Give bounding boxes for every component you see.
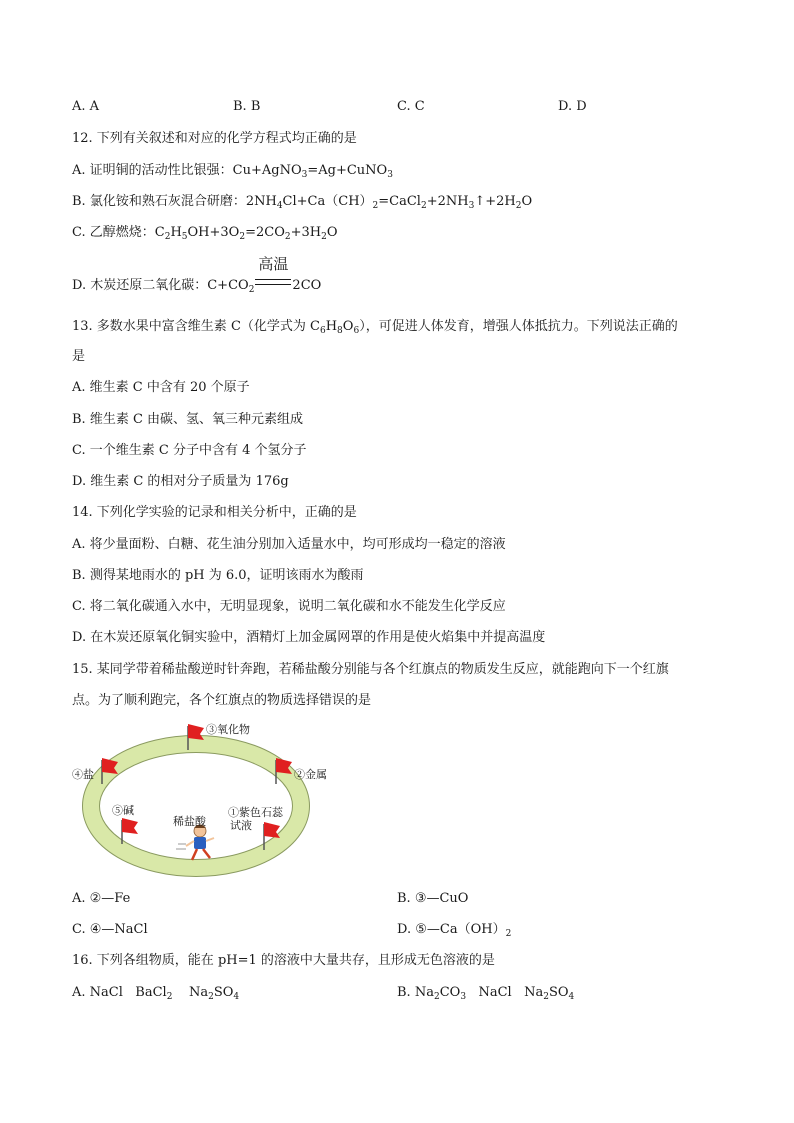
q13-option-a: A. 维生素 C 中含有 20 个原子 bbox=[72, 380, 250, 395]
running-track-figure bbox=[68, 718, 348, 893]
q12-option-c: C. 乙醇燃烧：$C_2H_5OH+3O_2=2CO_2+3H_2O$ bbox=[72, 225, 338, 242]
q16-stem: 16. 下列各组物质，能在 pH=1 的溶液中大量共存，且形成无色溶液的是 bbox=[72, 953, 495, 968]
q15-option-c: C. ④—NaCl bbox=[72, 922, 148, 937]
prev-option-d: D. D bbox=[558, 99, 587, 114]
q14-option-d: D. 在木炭还原氧化铜实验中，酒精灯上加金属网罩的作用是使火焰集中并提高温度 bbox=[72, 630, 546, 645]
q12-stem: 12. 下列有关叙述和对应的化学方程式均正确的是 bbox=[72, 131, 357, 146]
q12-option-a: A. 证明铜的活动性比银强：Cu+AgNO$_3$=Ag+CuNO$_3$ bbox=[72, 163, 393, 180]
q15-stem-line1: 15. 某同学带着稀盐酸逆时针奔跑，若稀盐酸分别能与各个红旗点的物质发生反应，就能跑向下一个红旗 bbox=[72, 662, 669, 677]
q15-stem-line2: 点。为了顺利跑完，各个红旗点的物质选择错误的是 bbox=[72, 693, 372, 708]
q15-option-a: A. ②—Fe bbox=[72, 891, 131, 906]
q14-option-a: A. 将少量面粉、白糖、花生油分别加入适量水中，均可形成均一稳定的溶液 bbox=[72, 537, 506, 552]
q15-option-d: D. $⑤—Ca(OH)_2$ bbox=[397, 922, 512, 939]
flag-2-label: ②金属 bbox=[294, 768, 327, 781]
q12-option-b: B. 氯化铵和熟石灰混合研磨：$2NH_4Cl+Ca(CH)_2=CaCl_2+2NH_3↑+2H_2O$ bbox=[72, 194, 533, 211]
q13-option-b: B. 维生素 C 由碳、氢、氧三种元素组成 bbox=[72, 412, 304, 427]
q12-option-d: D. 木炭还原二氧化碳：$C+CO_2$ 高温 2CO bbox=[72, 255, 322, 295]
high-temp-condition: 高温 bbox=[255, 271, 291, 289]
flag-3-label: ③氧化物 bbox=[206, 723, 250, 736]
q13-stem-line2: 是 bbox=[72, 349, 86, 364]
flag-5-icon bbox=[122, 818, 138, 844]
q14-option-c: C. 将二氧化碳通入水中，无明显现象，说明二氧化碳和水不能发生化学反应 bbox=[72, 599, 506, 614]
q15-option-b: B. ③—CuO bbox=[397, 891, 469, 906]
flag-1-label: ①紫色石蕊 试液 bbox=[228, 806, 283, 832]
prev-option-c: C. C bbox=[397, 99, 425, 114]
q13-option-c: C. 一个维生素 C 分子中含有 4 个氢分子 bbox=[72, 443, 307, 458]
flag-5-label: ⑤碱 bbox=[112, 804, 134, 817]
q14-stem: 14. 下列化学实验的记录和相关分析中，正确的是 bbox=[72, 505, 357, 520]
flag-4-label: ④盐 bbox=[72, 768, 94, 781]
q16-option-b: B. $Na_2CO_3$ NaCl $Na_2SO_4$ bbox=[397, 985, 575, 1002]
prev-option-a: A. A bbox=[72, 99, 100, 114]
q13-stem-line1: 13. 多数水果中富含维生素 C（化学式为 $C_6H_8O_6$），可促进人体发育，增强人体抵抗力。下列说法正确的 bbox=[72, 319, 678, 336]
q14-option-b: B. 测得某地雨水的 pH 为 6.0，证明该雨水为酸雨 bbox=[72, 568, 364, 583]
q13-option-d: D. 维生素 C 的相对分子质量为 176g bbox=[72, 474, 289, 489]
q16-option-a: A. NaCl BaCl$_2$ $Na_2SO_4$ bbox=[72, 985, 240, 1002]
runner-label: 稀盐酸 bbox=[173, 815, 206, 828]
prev-option-b: B. B bbox=[233, 99, 261, 114]
